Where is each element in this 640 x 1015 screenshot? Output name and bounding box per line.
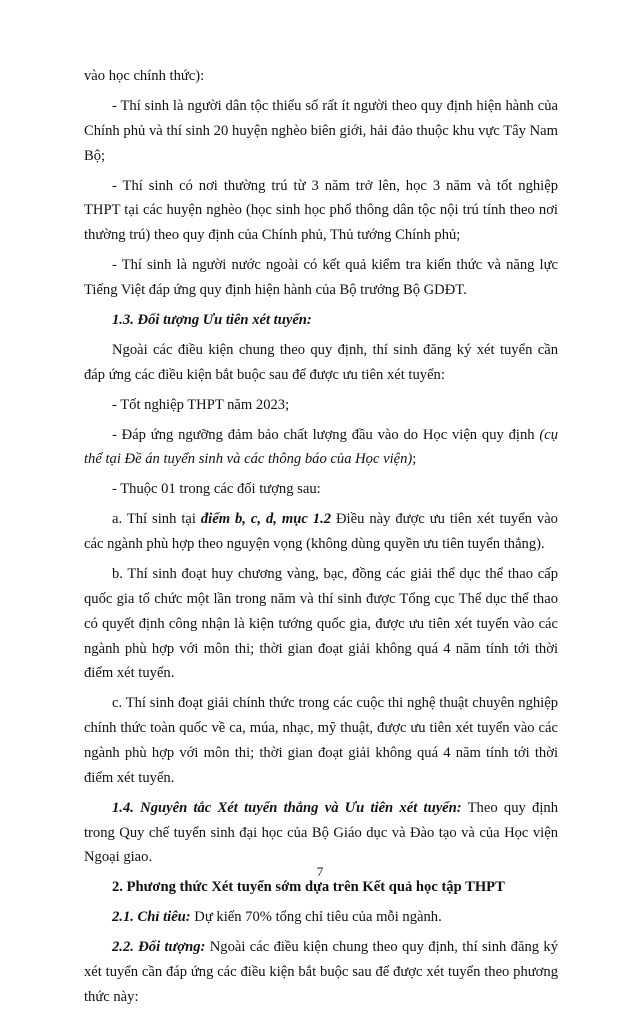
paragraph-text: vào học chính thức): (84, 68, 205, 84)
paragraph-1-4 (84, 796, 558, 870)
paragraph-text: - Tốt nghiệp THPT năm 2023; (112, 396, 290, 413)
paragraph-tail: Điều này được ưu tiên xét tuyển vào các ngành phù hợp theo nguyện vọng (không dùng quyền ưu tiên tuyển thẳng). (84, 511, 558, 553)
paragraph-lead: 2.2. Đối tượng: (112, 939, 206, 956)
paragraph-lead: 1.4. Nguyên tắc Xét tuyển thẳng và Ưu tiên xét tuyển: (112, 799, 462, 816)
paragraph-quality-threshold (84, 423, 558, 473)
heading-text: 1.3. Đối tượng Ưu tiên xét tuyển: (112, 311, 312, 328)
paragraph-lead: 2.1. Chỉ tiêu: (112, 909, 191, 926)
paragraph-text: Theo quy định trong Quy chế tuyển sinh đại học của Bộ Giáo dục và Đào tạo và của Học viện Ngoại giao. (84, 799, 558, 866)
paragraph-text: - Thí sinh có nơi thường trú từ 3 năm trở lên, học 3 năm và tốt nghiệp THPT tại các huyện nghèo (học sinh học phổ thông dân tộc nội trú tính theo nơi thường trú) theo quy định của Chính phủ, Thủ tướng Chính phủ; (84, 177, 558, 244)
heading-1-3 (84, 308, 558, 333)
paragraph-bold-italic: điểm b, c, d, mục 1.2 (200, 511, 332, 528)
paragraph-item-b (84, 562, 558, 686)
paragraph-text: - Thuộc 01 trong các đối tượng sau: (112, 481, 321, 498)
paragraph-tail: ; (412, 451, 417, 468)
paragraph-text: Dự kiến 70% tổng chỉ tiêu của mỗi ngành. (190, 909, 442, 926)
paragraph-ethnic-minority (84, 94, 558, 168)
paragraph-one-of-following (84, 477, 558, 502)
paragraph-text: - Thí sinh là người nước ngoài có kết quả kiểm tra kiến thức và năng lực Tiếng Việt đáp ứng quy định hiện hành của Bộ trưởng Bộ GDĐT. (84, 257, 558, 298)
paragraph-italic: (cụ thể tại Đề án tuyển sinh và các thông báo của Học viện) (84, 426, 558, 468)
paragraph-item-c (84, 691, 558, 790)
paragraph-general-conditions (84, 338, 558, 388)
paragraph-text: a. Thí sinh tại (112, 511, 201, 528)
paragraph-text: Ngoài các điều kiện chung theo quy định, thí sinh đăng ký xét tuyển cần đáp ứng các điều kiện bắt buộc sau để được xét tuyển theo phương thức này: (84, 939, 558, 1005)
paragraph-graduation (84, 393, 558, 418)
paragraph-text: b. Thí sinh đoạt huy chương vàng, bạc, đồng các giải thể dục thể thao cấp quốc gia tổ chức một lần trong năm và thí sinh được Tổng cục Thể dục thể thao có quyết định công nhận là kiện tướng quốc gia, được ưu tiên xét tuyển vào các ngành phù hợp với môn thi; thời gian đoạt giải không quá 4 năm tính tới thời điểm xét tuyển. (84, 566, 558, 682)
paragraph-2-2 (84, 935, 558, 1009)
paragraph-text: - Thí sinh là người dân tộc thiểu số rất ít người theo quy định hiện hành của Chính phủ và thí sinh 20 huyện nghèo biên giới, hải đảo thuộc khu vực Tây Nam Bộ; (84, 97, 558, 164)
paragraph-text: c. Thí sinh đoạt giải chính thức trong các cuộc thi nghệ thuật chuyên nghiệp chính thức toàn quốc về ca, múa, nhạc, mỹ thuật, được ưu tiên xét tuyển vào các ngành phù hợp với môn thi; thời gian đoạt giải không quá 4 năm tính tới thời điểm xét tuyển. (84, 695, 558, 786)
paragraph-2-1 (84, 905, 558, 930)
paragraph-continuation (84, 64, 558, 89)
paragraph-foreigners (84, 253, 558, 303)
paragraph-text: - Đáp ứng ngưỡng đảm bảo chất lượng đầu vào do Học viện quy định (112, 426, 540, 443)
page-number: 7 (316, 864, 324, 879)
section-heading-text: 2. Phương thức Xét tuyển sớm dựa trên Kết quả học tập THPT (112, 879, 505, 896)
paragraph-item-a (84, 507, 558, 557)
paragraph-poor-districts (84, 174, 558, 248)
paragraph-text: Ngoài các điều kiện chung theo quy định, thí sinh đăng ký xét tuyển cần đáp ứng các điều kiện bắt buộc sau để được ưu tiên xét tuyển: (84, 341, 558, 383)
